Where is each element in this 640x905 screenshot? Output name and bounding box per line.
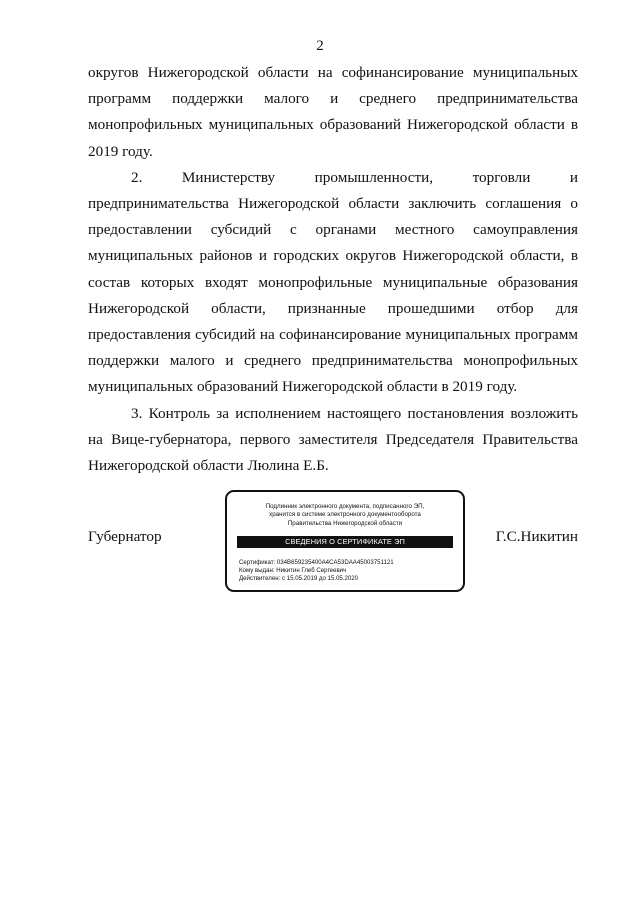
electronic-signature-stamp <box>225 490 465 592</box>
stamp-header-line: Правительства Нижегородской области <box>287 519 403 527</box>
stamp-title-bar: СВЕДЕНИЯ О СЕРТИФИКАТЕ ЭП <box>237 536 453 548</box>
certificate-validity: Действителен: с 15.05.2019 до 15.05.2020 <box>239 575 359 582</box>
paragraph-item-2: 2. Министерству промышленности, торговли и предпринимательства Нижегородской области заключить соглашения о предоставлении субсидий с органами местного самоуправления муниципальных районов и городских округов Нижегородской области, в состав которых входят монопрофильные муниципальные образования Нижегородской области, признанные прошедшими отбор для предоставления субсидий на софинансирование муниципальных программ поддержки малого и среднего предпринимательства монопрофильных муниципальных образований Нижегородской области в 2019 году. <box>88 168 578 396</box>
paragraph-item-3: 3. Контроль за исполнением настоящего постановления возложить на Вице-губернатора, первого заместителя Председателя Правительства Нижегородской области Люлина Е.Б. <box>88 404 578 475</box>
stamp-header-line: Подлинник электронного документа, подписанного ЭП, <box>265 503 425 510</box>
document-body <box>88 60 578 479</box>
signer-name: Г.С.Никитин <box>495 528 578 545</box>
certificate-number: Сертификат: 034B659235400A4CA53DAA45003751121 <box>239 559 394 566</box>
certificate-issued-to: Кому выдан: Никитин Глеб Сергеевич <box>239 567 347 574</box>
stamp-header-line: хранится в системе электронного документооборота <box>269 511 421 519</box>
signer-position: Губернатор <box>88 528 162 545</box>
stamp-header <box>227 503 463 528</box>
stamp-details <box>239 559 459 583</box>
page-number: 2 <box>316 38 324 54</box>
paragraph-continuation: округов Нижегородской области на софинансирование муниципальных программ поддержки малого и среднего предпринимательства монопрофильных муниципальных образований Нижегородской области в 2019 году. <box>88 64 578 160</box>
